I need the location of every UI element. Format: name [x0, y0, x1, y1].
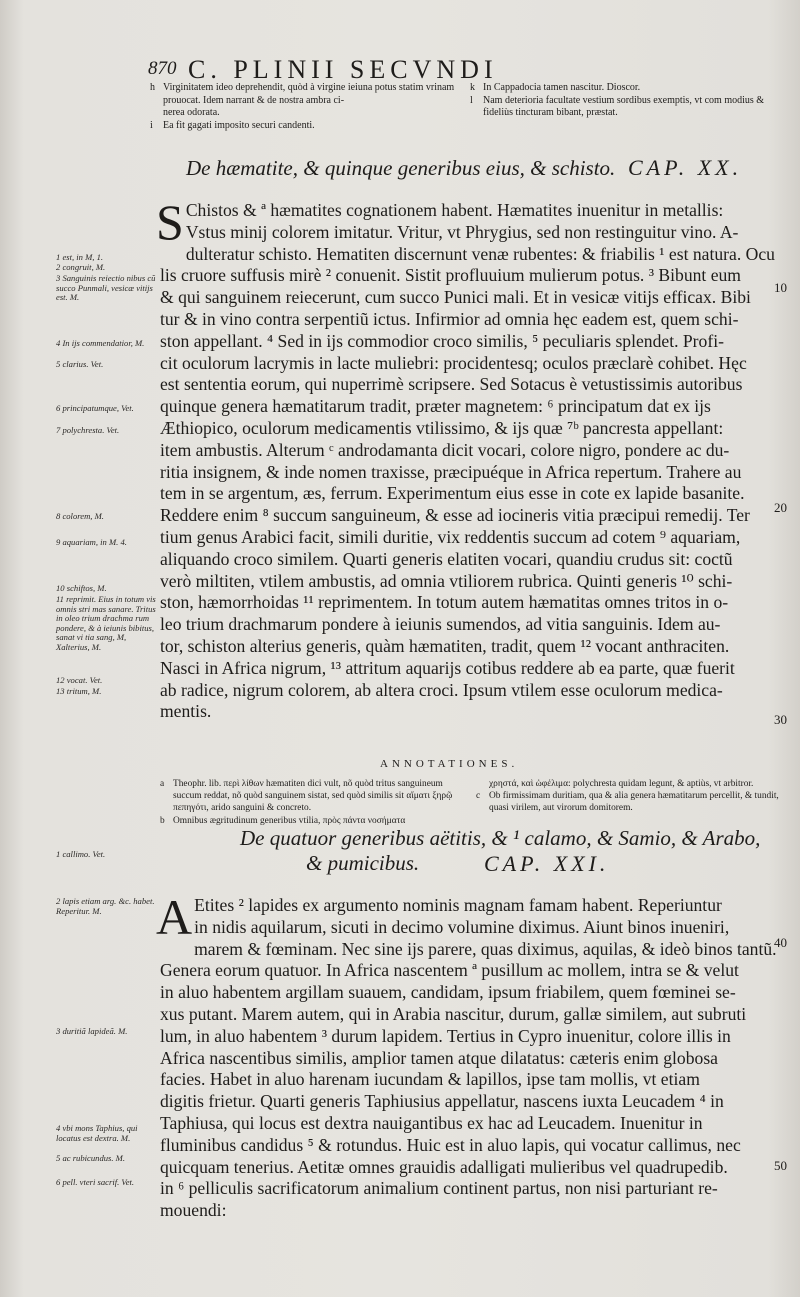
annotations-right — [476, 778, 786, 815]
text-line: mouendi: — [160, 1200, 227, 1221]
margin-note: 4 vbi mons Taphius, qui locatus est dextra. M. — [56, 1123, 138, 1143]
annotation: c Ob firmissimam duritiam, qua & alia genera hæmatitarum percellit, & tundit, quasi virilem, aut virorum domitorem. — [476, 791, 779, 814]
margin-note: 3 duritiã lapideã. M. — [56, 1026, 128, 1036]
margin-note: 4 In ijs commendatior, M. — [56, 338, 145, 348]
margin-note: 1 callimo. Vet. — [56, 849, 106, 859]
chapter-20-body — [156, 194, 786, 723]
text-line: digitis frietur. Quarti generis Taphiusius appellatur, nascens iuxta Leucadem ⁴ in — [160, 1091, 724, 1112]
text-line: item ambustis. Alterum ᶜ androdamanta dicit vocari, colore nigro, pondere ac du- — [160, 439, 730, 460]
text-line: fluminibus candidus ⁵ & rotundus. Huic est in aluo lapis, qui vocatur callimus, nec — [160, 1134, 741, 1155]
annotation: b Omnibus ægritudinum generibus vtilia, πρὸς πάντα νοσήματα — [160, 815, 406, 826]
chapter-21-body — [156, 889, 786, 1222]
annotation: χρηστά, καὶ ὠφέλιμα: polychresta quidam legunt, & aptiùs, vt arbitror. — [489, 779, 754, 789]
text-line: tor, schiston alterius generis, quàm hæmatiten, tradit, quem ¹² vocant anthraciten. — [160, 635, 730, 656]
text-line: Vstus minij colorem imitatur. Vritur, vt Phrygius, sed non restinguitur vino. A- — [185, 221, 739, 242]
chapter-21-number: CAP. XXI. — [484, 851, 610, 876]
margin-note: 2 lapis etiam arg. &c. habet. Reperitur. M. — [56, 896, 155, 916]
text-line: Chistos & ª hæmatites cognationem habent. Hæmatites inuenitur in metallis: — [185, 200, 724, 220]
chapter-21-title-line1: De quatuor generibus aëtitis, & ¹ calamo, & Samio, & Arabo, — [240, 826, 761, 850]
text-line: in ⁶ pelliculis sacrificatorum animalium continent partus, non nisi parturiant re- — [160, 1178, 718, 1199]
text-line: Taphiusa, qui locus est dextra nauigantibus ex hac ad Leucadem. Inuenitur in — [160, 1112, 703, 1133]
margin-note: 7 polychresta. Vet. — [56, 425, 120, 435]
margin-note: 1 est, in M, 1. — [56, 252, 104, 262]
text-line: Genera eorum quatuor. In Africa nascentem ª pusillum ac mollem, intra se & velut — [160, 960, 739, 981]
chapter-20-title: De hæmatite, & quinque generibus eius, & schisto. — [186, 156, 616, 180]
margin-note: 6 pell. vteri sacrif. Vet. — [56, 1177, 135, 1187]
note: k In Cappadocia tamen nascitur. Dioscor. — [470, 82, 641, 93]
margin-note: 2 congruit, M. — [56, 262, 106, 272]
margin-note: 12 vocat. Vet. — [56, 675, 103, 685]
annotations-title: ANNOTATIONES. — [380, 758, 519, 770]
margin-note: 8 colorem, M. — [56, 511, 104, 521]
chapter-21-title-line2: & pumicibus. — [306, 851, 420, 875]
annotations-left — [160, 778, 470, 827]
text-line: Reddere enim ⁸ succum sanguineum, & esse ad iocineris vitia præcipui remedij. Ter — [160, 505, 750, 526]
note: h Virginitatem ideo deprehendit, quòd à virgine ieiuna potus statim vrinam prouocat. Idem narrant & de nostra ambra ci- — [150, 82, 455, 106]
text-line: Nasci in Africa nigrum, ¹³ attritum aquarijs cotibus reddere ab ea parte, quæ fuerit — [160, 657, 735, 678]
margin-note: 13 tritum, M. — [56, 686, 102, 696]
text-line: & qui sanguinem reiecerunt, cum succo Punici mali. Et in vesicæ vitijs efficax. Bibi — [160, 287, 751, 308]
text-line: in nidis aquilarum, sicuti in decimo volumine diximus. Aiunt binos inueniri, — [194, 916, 730, 937]
note: nerea odorata. — [163, 107, 220, 118]
text-line: est sententia eorum, qui nuperrimè scripsere. Sed Sotacus è vetustissimis autoribus — [160, 374, 743, 395]
top-notes-left — [150, 82, 460, 132]
margin-note: 6 principatumque, Vet. — [56, 403, 134, 413]
drop-cap: S — [156, 194, 184, 250]
line-number: 40 — [774, 935, 787, 950]
top-notes-right — [470, 82, 780, 120]
text-line: ab radice, nigrum colorem, ab altera croci. Ipsum vtilem esse oculorum medica- — [160, 679, 723, 700]
page-number: 870 — [148, 58, 177, 79]
text-line: leo trium drachmarum pondere à ieiunis sumendos, ad vitia sanguinis. Idem au- — [160, 614, 721, 635]
text-line: dulteratur schisto. Hematiten discernunt venæ rubentes: & friabilis ¹ est natura. Ocu — [185, 243, 775, 264]
text-line: tem in se argentum, æs, ferrum. Experimentum eius esse in cote ex lapide basanite. — [160, 483, 745, 504]
chapter-20-heading — [186, 156, 786, 181]
text-line: lis cruore suffusis mirè ² conuenit. Sistit profluuium mulierum potus. ³ Bibunt eum — [160, 265, 741, 286]
margin-note: 10 schiftos, M. — [56, 583, 107, 593]
text-line: tur & in vino contra serpentiũ ictus. Infirmior ad omnia hęc eadem est, quem schi- — [160, 308, 739, 329]
text-line: ritia insignem, & inde nomen traxisse, præcipuéque in Africa repertum. Trahere au — [160, 461, 742, 482]
text-line: aliquando croco similem. Quarti generis elatiten vocari, quandiu crudus sit: coctũ — [160, 548, 733, 569]
margin-note: 3 Sanguinis reiectio nibus cũ succo Punmali, vesicæ vitijs est. M. — [56, 273, 156, 303]
margin-note: 5 clarius. Vet. — [56, 359, 104, 369]
text-line: quicquam tenerius. Aetitæ omnes grauidis adalligati mulieribus vel quadrupedib. — [160, 1156, 728, 1177]
text-line: mentis. — [160, 701, 212, 722]
chapter-21-heading — [240, 826, 780, 877]
text-line: Africa nascentibus similis, amplior tamen atque dilatatus: cæteris enim globosa — [160, 1047, 718, 1068]
annotation: a Theophr. lib. περὶ λίθων hæmatiten dici vult, nõ quòd tritus sanguineum succum reddat, nõ quòd sanguinem sistat, sed quòd similis sit αἵματι ξηρῷ πεπηγότι, arido sanguini & concreto. — [160, 779, 453, 814]
note: i Ea fit gagati imposito securi candenti. — [150, 119, 315, 131]
text-line: ston, hæmorrhoidas ¹¹ reprimentem. In totum autem hæmatitas omnes tritos in o- — [160, 592, 729, 613]
text-line: quinque genera hæmatitarum tradit, præter magnetem: ⁶ principatum dat ex ijs — [160, 396, 711, 417]
text-line: facies. Habet in aluo harenam iucundam & lapillos, ipse tam mollis, vt etiam — [160, 1069, 700, 1090]
line-number: 10 — [774, 280, 787, 295]
drop-cap: A — [156, 889, 193, 945]
text-line: ston appellant. ⁴ Sed in ijs commodior croco similis, ⁵ peculiaris splendet. Profi- — [160, 330, 724, 351]
chapter-20-number: CAP. XX. — [628, 155, 743, 180]
margin-notes-21 — [56, 0, 156, 1297]
note: l Nam deterioria facultate vestium sordibus exemptis, vt com modius & fideliùs tincturam bibant, præstat. — [470, 94, 765, 118]
text-line: cit oculorum lacrymis in lacte muliebri: procidentesq; oculos præclarè cohibet. Hęc — [160, 352, 747, 373]
margin-note: 5 ac rubicundus. M. — [56, 1153, 125, 1163]
text-line: Æthiopico, oculorum medicamentis vtilissimo, & ijs quæ ⁷ᵇ pancresta appellant: — [160, 417, 724, 438]
text-line: marem & fœminam. Nec sine ijs parere, quas diximus, aquilas, & ideò binos tantũ. — [194, 938, 777, 959]
text-line: Etites ² lapides ex argumento nominis magnam famam habent. Reperiuntur — [194, 895, 722, 915]
text-line: tium genus Arabici facit, simili duritie, vix reddentis succum ad cotem ⁹ aquariam, — [160, 526, 741, 547]
running-title: C. PLINII SECVNDI — [188, 55, 498, 84]
text-line: in aluo habentem argillam suauem, candidam, ipsum friabilem, quem fœminei se- — [160, 982, 736, 1003]
line-number: 50 — [774, 1158, 787, 1173]
margin-note: 11 reprimit. Eius in totum vis omnis stri mas sanare. Tritus in oleo trium drachma rum pondere, & à ieiunis bibitus, sanat vi tia sang, M, Xalterius, M. — [56, 594, 156, 652]
text-line: xus putant. Marem autem, qui in Arabia nascitur, durum, gallæ similem, aut subruti — [160, 1003, 747, 1024]
line-number: 20 — [774, 500, 787, 515]
text-line: lum, in aluo habentem ³ durum lapidem. Tertius in Cypro inuenitur, colore illis in — [160, 1025, 731, 1046]
text-line: verò miltiten, vtilem ambustis, ad omnia vtiliorem rubrica. Quinti generis ¹⁰ schi- — [160, 570, 733, 591]
margin-note: 9 aquariam, in M. 4. — [56, 537, 127, 547]
line-number: 30 — [774, 712, 787, 727]
